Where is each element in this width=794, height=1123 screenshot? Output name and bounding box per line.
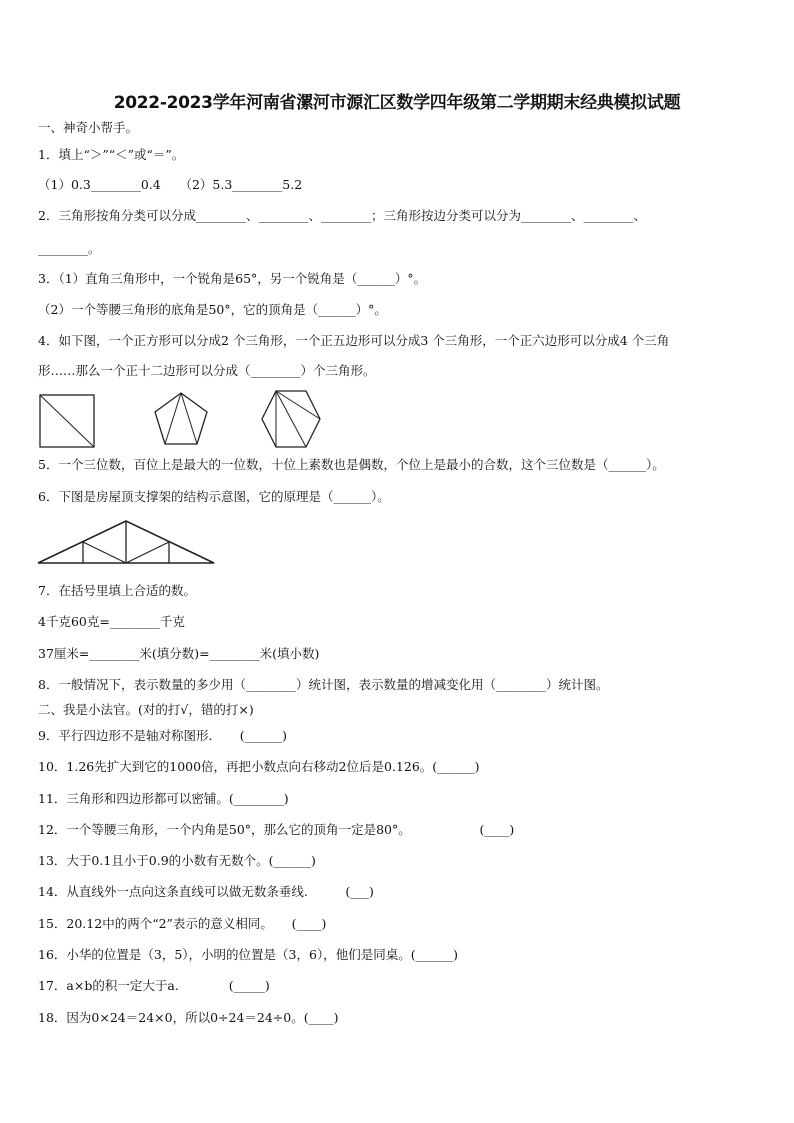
square-diagram — [38, 393, 96, 449]
question-3-part-1: 3．（1）直角三角形中，一个锐角是65°，另一个锐角是（______）°。 — [38, 271, 427, 286]
question-11: 11．三角形和四边形都可以密铺。(________) — [38, 791, 289, 806]
question-5: 5．一个三位数，百位上是最大的一位数，十位上素数也是偶数，个位上是最小的合数，这个三位数是（______）。 — [38, 457, 665, 472]
question-4-cont: 形……那么一个正十二边形可以分成（________）个三角形。 — [38, 363, 376, 378]
question-8: 8．一般情况下，表示数量的多少用（________）统计图，表示数量的增减变化用（________）统计图。 — [38, 677, 609, 692]
question-2: 2．三角形按角分类可以分成________、________、________；三角形按边分类可以分为________、________、 — [38, 208, 646, 223]
question-13: 13．大于0.1且小于0.9的小数有无数个。(______) — [38, 853, 316, 868]
question-1: 1．填上“＞”“＜”或“＝”。 — [38, 147, 185, 162]
section-2-heading: 二、我是小法官。(对的打√，错的打×) — [38, 702, 254, 717]
section-1-heading: 一、神奇小帮手。 — [38, 120, 139, 135]
question-12: 12．一个等腰三角形，一个内角是50°，那么它的顶角一定是80°。 (____) — [38, 822, 515, 837]
question-2-cont: ________。 — [38, 241, 101, 256]
question-9: 9．平行四边形不是轴对称图形． (______) — [38, 728, 287, 743]
pentagon-diagram — [152, 390, 210, 448]
question-14: 14．从直线外一点向这条直线可以做无数条垂线. (___) — [38, 884, 374, 899]
question-10: 10．1.26先扩大到它的1000倍，再把小数点向右移动2位后是0.126。(______) — [38, 759, 480, 774]
question-7-b: 37厘米=________米(填分数)=________米(填小数) — [38, 646, 320, 661]
question-7-a: 4千克60克=________千克 — [38, 614, 185, 629]
question-16: 16．小华的位置是（3，5），小明的位置是（3，6），他们是同桌。(______) — [38, 947, 458, 962]
question-3-part-2: （2）一个等腰三角形的底角是50°，它的顶角是（______）°。 — [38, 302, 387, 317]
question-7: 7．在括号里填上合适的数。 — [38, 583, 196, 598]
roof-truss-diagram — [36, 518, 216, 566]
question-15: 15．20.12中的两个“2”表示的意义相同。 (____) — [38, 916, 327, 931]
question-1-parts: （1）0.3________0.4 （2）5.3________5.2 — [38, 177, 303, 192]
question-18: 18．因为0×24＝24×0，所以0÷24＝24÷0。(____) — [38, 1010, 339, 1025]
hexagon-diagram — [260, 388, 322, 450]
question-4: 4．如下图，一个正方形可以分成2 个三角形，一个正五边形可以分成3 个三角形，一个正六边形可以分成4 个三角 — [38, 333, 670, 348]
question-6: 6．下图是房屋顶支撑架的结构示意图，它的原理是（______）。 — [38, 489, 390, 504]
question-17: 17．a×b的积一定大于a. (_____) — [38, 978, 270, 993]
page-title: 2022-2023学年河南省漯河市源汇区数学四年级第二学期期末经典模拟试题 — [113, 93, 681, 113]
